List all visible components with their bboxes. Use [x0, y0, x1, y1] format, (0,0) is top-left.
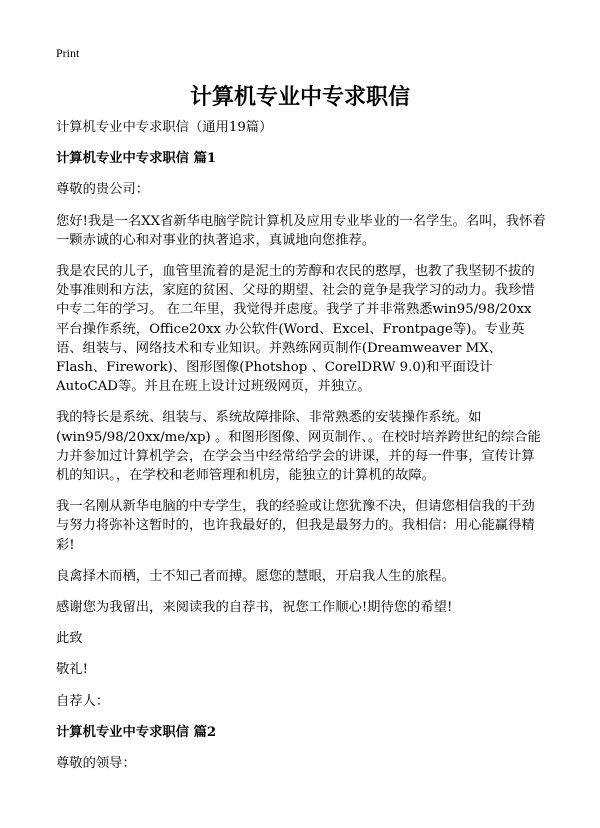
paragraph-skills: 我的特长是系统、组装与、系统故障排除、非常熟悉的安装操作系统。如(win95/98/20xx/me/xp) 。和图形图像、网页制作、。在校时培养跨世纪的综合能力并参加过计算机学会，在学会当中经常给学会的讲课，并的每一件事，宣传计算机的知识。，在学校和老师管理和机房，能独立的计算机的故障。: [56, 410, 541, 484]
section-heading-2: 计算机专业中专求职信 篇2: [56, 724, 217, 740]
greeting-2: 尊敬的领导：: [56, 756, 136, 772]
page-title: 计算机专业中专求职信: [189, 85, 410, 110]
document-body: [56, 118, 546, 785]
signature-line: 自荐人：: [56, 693, 110, 709]
closing-line-2: 敬礼!: [56, 662, 88, 678]
paragraph-background: 我是农民的儿子，血管里流着的是泥土的芳醇和农民的憨厚，也教了我坚韧不拔的处事准则和方法，家庭的贫困、父母的期望、社会的竟争是我学习的动力。我珍惜中专二年的学习。 在二年里，我觉得并虑度。我学了并非常熟悉win95/98/20xx 平台操作系统，Office20xx 办公软件(Word、Excel、Frontpage等)。专业英语、组装与、网络技术和专业知识。并熟练网页制作(Dreamweaver MX、Flash、Firework)、图形图像(Photshop 、CorelDRW 9.0)和平面设计AutoCAD等。并且在班上设计过班级网页，并独立。: [56, 264, 535, 395]
print-label: Print: [56, 46, 80, 60]
closing-line-1: 此致: [56, 631, 83, 647]
section-heading-1: 计算机专业中专求职信 篇1: [56, 151, 217, 167]
paragraph-intro: 您好!我是一名XX省新华电脑学院计算机及应用专业毕业的一名学生。名叫，我怀着一颗赤诚的心和对事业的执著追求，真诚地向您推荐。: [56, 213, 546, 248]
paragraph-quote: 良禽择木而栖，士不知己者而搏。愿您的慧眼，开启我人生的旅程。: [56, 568, 455, 584]
paragraph-thanks: 感谢您为我留出，来阅读我的自荐书，祝您工作顺心!期待您的希望!: [56, 600, 453, 616]
paragraph-commitment: 我一名刚从新华电脑的中专学生，我的经验或让您犹豫不决，但请您相信我的干劲与努力将弥补这暂时的，也许我最好的，但我是最努力的。我相信：用心能赢得精彩!: [56, 499, 535, 553]
subtitle: 计算机专业中专求职信（通用19篇）: [56, 120, 273, 135]
greeting: 尊敬的贵公司：: [56, 182, 150, 198]
